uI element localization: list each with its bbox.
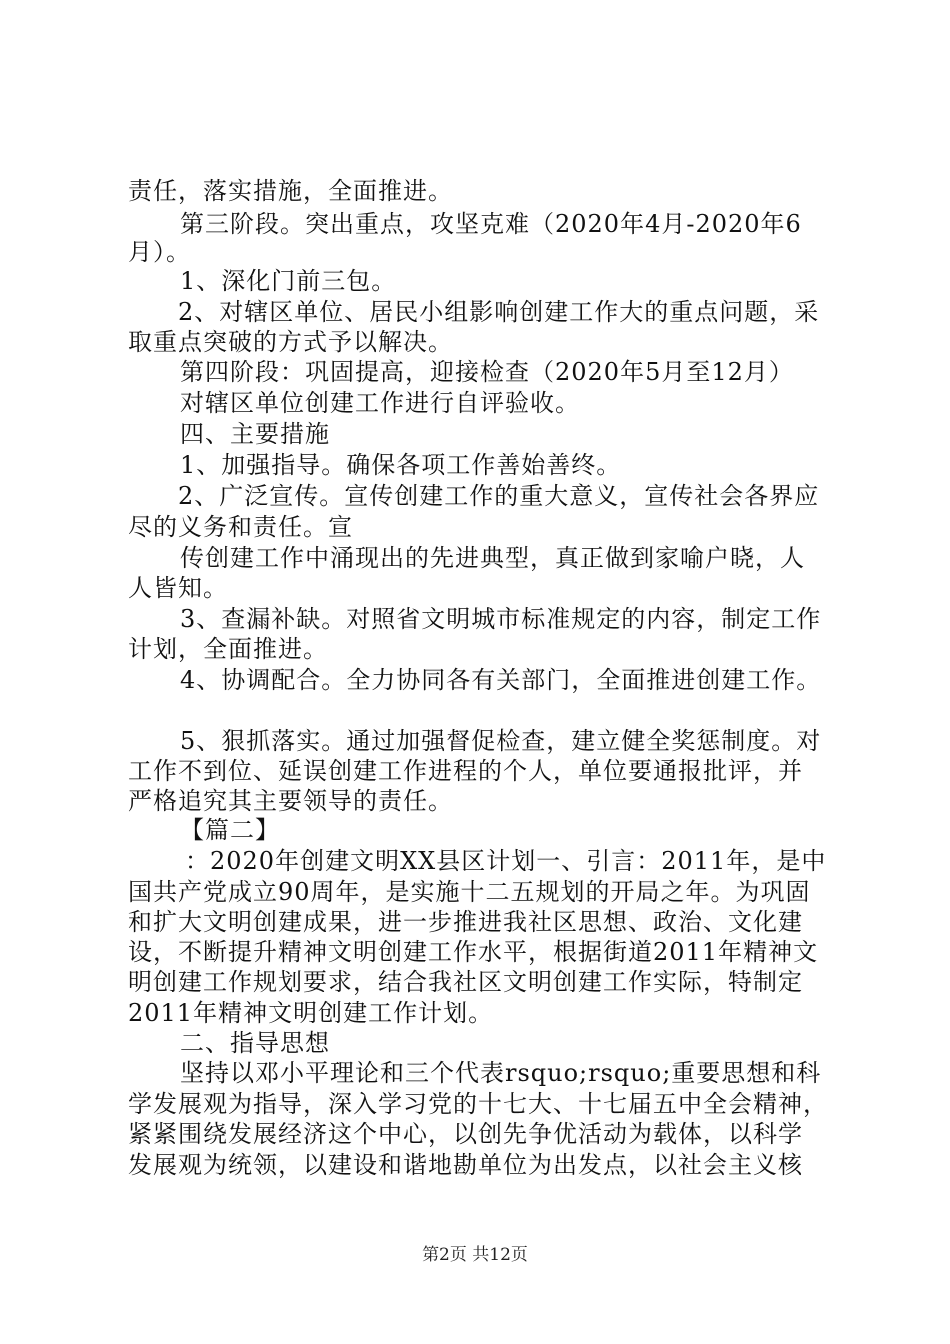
text-line: 第四阶段：巩固提高，迎接检查（2020年5月至12月） (180, 358, 794, 386)
text-line: 月）。 (128, 238, 191, 266)
text-line: 二、指导思想 (180, 1029, 330, 1057)
text-line: 2011年精神文明创建工作计划。 (128, 999, 494, 1027)
page-number-footer: 第2页 共12页 (422, 1245, 528, 1265)
text-line: 尽的义务和责任。宣 (128, 513, 353, 541)
text-line: 1、深化门前三包。 (180, 267, 397, 295)
text-line: 设，不断提升精神文明创建工作水平，根据街道2011年精神文 (128, 938, 819, 966)
text-line: 取重点突破的方式予以解决。 (128, 328, 453, 356)
text-line: 对辖区单位创建工作进行自评验收。 (180, 389, 580, 417)
text-line: 学发展观为指导，深入学习党的十七大、十七届五中全会精神， (128, 1090, 828, 1118)
text-line: 【篇二】 (180, 816, 280, 844)
text-line: 2、广泛宣传。宣传创建工作的重大意义，宣传社会各界应 (178, 482, 820, 510)
text-line: 严格追究其主要领导的责任。 (128, 787, 453, 815)
text-line: 5、狠抓落实。通过加强督促检查，建立健全奖惩制度。对 (180, 727, 822, 755)
text-line: 发展观为统领，以建设和谐地勘单位为出发点，以社会主义核 (128, 1151, 803, 1179)
text-line: ：2020年创建文明XX县区计划一、引言：2011年，是中 (185, 847, 827, 875)
text-line: 计划，全面推进。 (128, 635, 328, 663)
text-line: 坚持以邓小平理论和三个代表rsquo;rsquo;重要思想和科 (180, 1059, 822, 1087)
text-line: 明创建工作规划要求，结合我社区文明创建工作实际，特制定 (128, 968, 803, 996)
text-line: 1、加强指导。确保各项工作善始善终。 (180, 451, 622, 479)
text-line: 责任，落实措施，全面推进。 (128, 177, 453, 205)
text-line: 和扩大文明创建成果，进一步推进我社区思想、政治、文化建 (128, 908, 803, 936)
text-line: 国共产党成立90周年，是实施十二五规划的开局之年。为巩固 (128, 878, 811, 906)
text-line: 人皆知。 (128, 574, 228, 602)
text-line: 第三阶段。突出重点，攻坚克难（2020年4月-2020年6 (180, 210, 802, 238)
text-line: 2、对辖区单位、居民小组影响创建工作大的重点问题，采 (178, 298, 820, 326)
text-line: 工作不到位、延误创建工作进程的个人，单位要通报批评，并 (128, 757, 803, 785)
text-line: 传创建工作中涌现出的先进典型，真正做到家喻户晓，人 (180, 544, 805, 572)
text-line: 紧紧围绕发展经济这个中心，以创先争优活动为载体，以科学 (128, 1120, 803, 1148)
text-line: 3、查漏补缺。对照省文明城市标准规定的内容，制定工作 (180, 605, 822, 633)
text-line: 4、协调配合。全力协同各有关部门，全面推进创建工作。 (180, 666, 822, 694)
text-line: 四、主要措施 (180, 420, 330, 448)
